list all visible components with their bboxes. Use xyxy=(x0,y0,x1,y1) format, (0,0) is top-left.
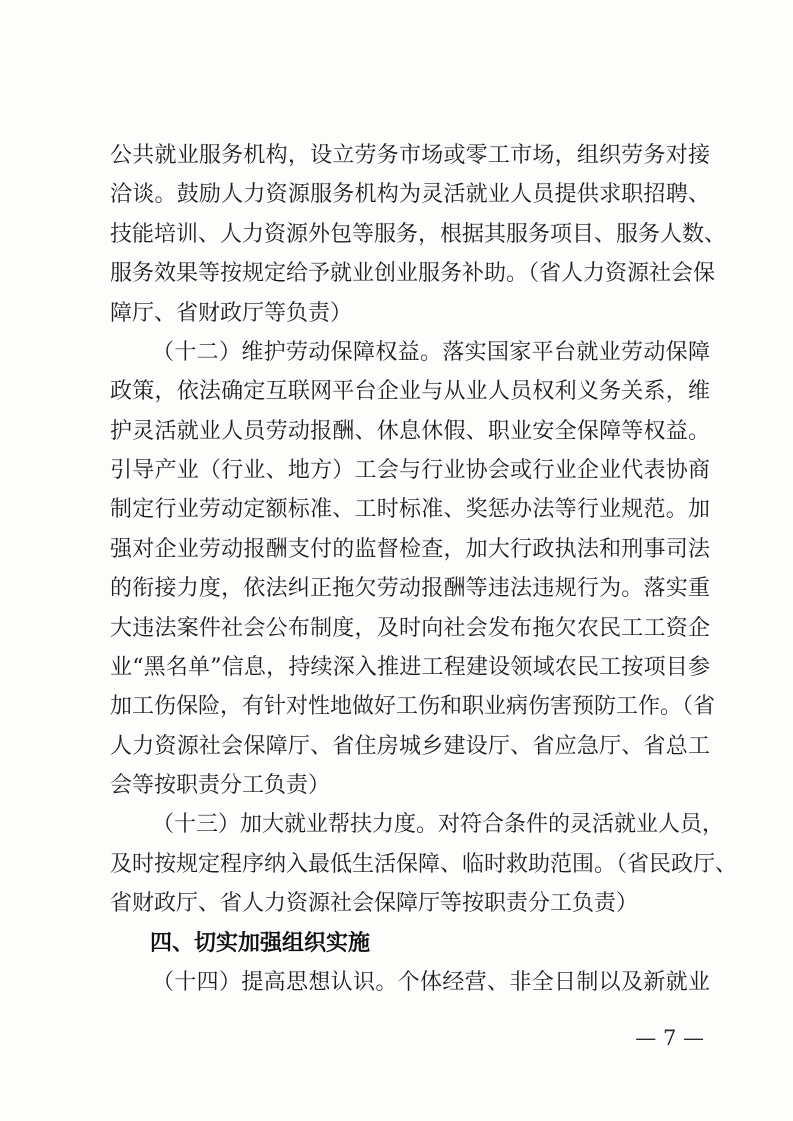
text-line: 洽谈。鼓励人力资源服务机构为灵活就业人员提供求职招聘、 xyxy=(110,182,710,207)
paragraph-start-line: （十三）加大就业帮扶力度。对符合条件的灵活就业人员， xyxy=(152,812,725,837)
text-line: 省财政厅、省人力资源社会保障厅等按职责分工负责） xyxy=(110,891,639,916)
text-line: 的衔接力度，依法纠正拖欠劳动报酬等违法违规行为。落实重 xyxy=(110,576,710,601)
text-line: 会等按职责分工负责） xyxy=(110,773,331,798)
text-line: 人力资源社会保障厅、省住房城乡建设厅、省应急厅、省总工 xyxy=(110,734,710,759)
text-line: 服务效果等按规定给予就业创业服务补助。（省人力资源社会保 xyxy=(110,261,716,286)
text-line: 强对企业劳动报酬支付的监督检查，加大行政执法和刑事司法 xyxy=(110,537,710,562)
text-line: 护灵活就业人员劳动报酬、休息休假、职业安全保障等权益。 xyxy=(110,419,710,444)
text-line: 政策，依法确定互联网平台企业与从业人员权利义务关系，维 xyxy=(110,379,710,404)
section-heading: 四、切实加强组织实施 xyxy=(150,931,371,956)
text-line: 技能培训、人力资源外包等服务，根据其服务项目、服务人数、 xyxy=(110,222,727,247)
text-line: 障厅、省财政厅等负责） xyxy=(110,301,353,326)
paragraph-start-line: （十二）维护劳动保障权益。落实国家平台就业劳动保障 xyxy=(152,340,710,365)
text-line: 及时按规定程序纳入最低生活保障、临时救助范围。（省民政厅、 xyxy=(110,852,738,877)
text-line: 公共就业服务机构，设立劳务市场或零工市场，组织劳务对接 xyxy=(110,143,710,168)
text-line: 大违法案件社会公布制度，及时向社会发布拖欠农民工工资企 xyxy=(110,616,710,641)
text-line: 引导产业（行业、地方）工会与行业协会或行业企业代表协商 xyxy=(110,458,710,483)
page-number: — 7 — xyxy=(635,1026,704,1050)
text-line: 制定行业劳动定额标准、工时标准、奖惩办法等行业规范。加 xyxy=(110,497,710,522)
text-line: 加工伤保险，有针对性地做好工伤和职业病伤害预防工作。（省 xyxy=(110,694,716,719)
paragraph-start-line: （十四）提高思想认识。个体经营、非全日制以及新就业 xyxy=(152,970,710,995)
text-line: 业“黑名单”信息，持续深入推进工程建设领域农民工按项目参 xyxy=(110,655,710,680)
